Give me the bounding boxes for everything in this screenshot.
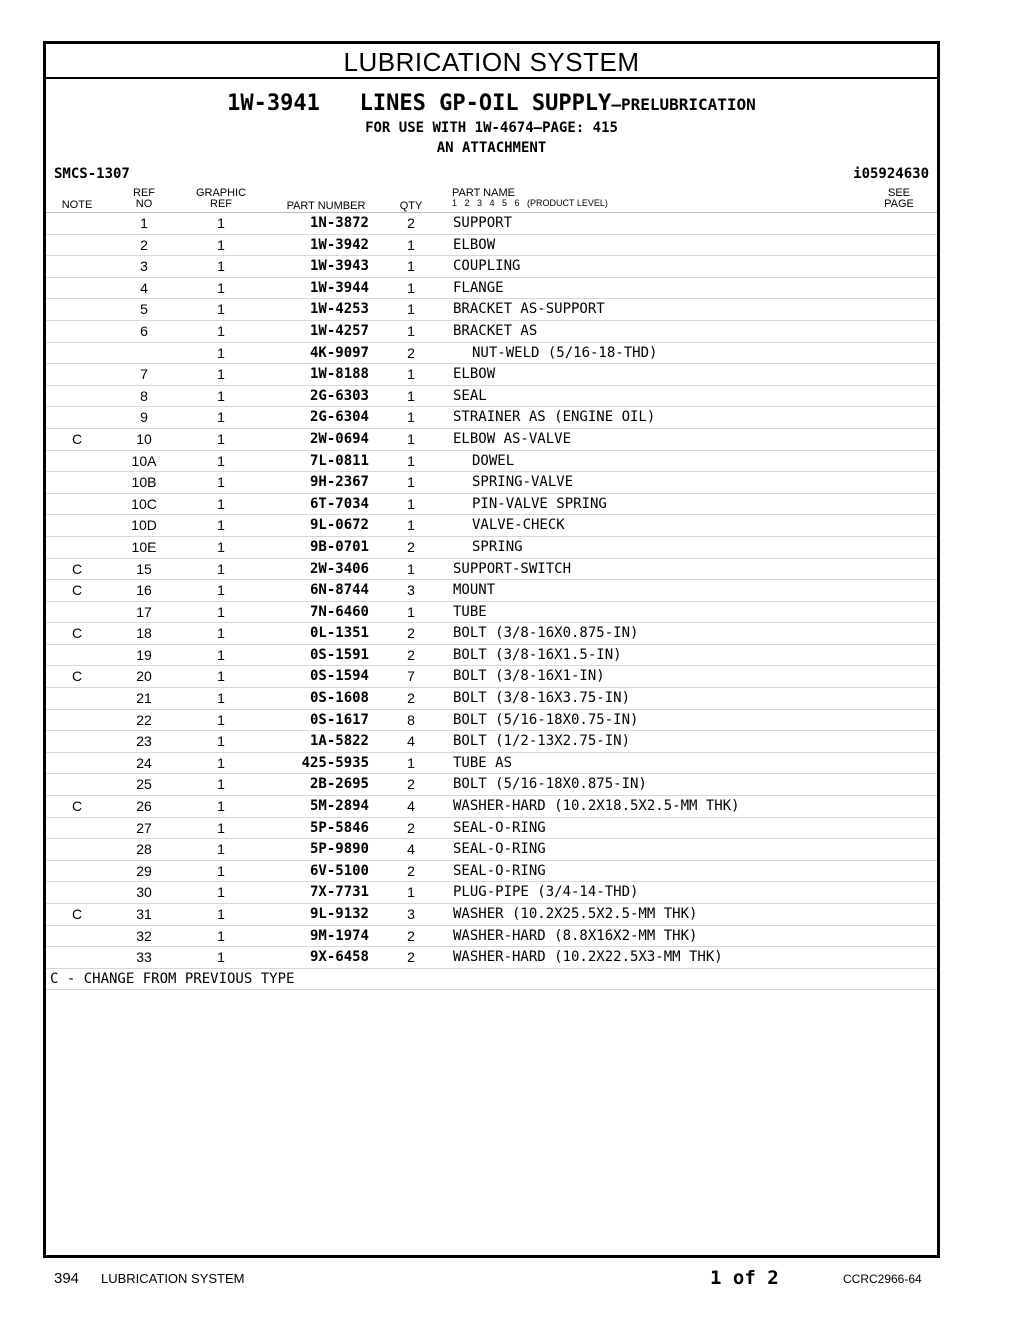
part-number-cell: 1W-8188 — [309, 366, 369, 383]
table-row — [46, 429, 937, 451]
ref-no-cell: 24 — [136, 754, 152, 771]
qty-cell: 1 — [407, 387, 415, 404]
ref-no-cell: 6 — [140, 322, 148, 339]
ref-no-cell: 22 — [136, 711, 152, 728]
ref-no-cell: 25 — [136, 776, 152, 793]
part-name-cell: ELBOW — [453, 236, 496, 253]
ref-no-cell: 17 — [136, 603, 152, 620]
ref-no-cell: 7 — [140, 366, 148, 383]
part-name-cell: BOLT (3/8-16X3.75-IN) — [453, 690, 631, 707]
part-name-cell: MOUNT — [453, 582, 496, 599]
part-number-cell: 0S-1617 — [309, 711, 369, 728]
note-cell: C — [71, 625, 83, 642]
qty-cell: 1 — [407, 603, 415, 620]
ref-no-cell: 29 — [136, 862, 152, 879]
qty-cell: 1 — [407, 495, 415, 512]
graphic-ref-cell: 1 — [217, 711, 225, 728]
part-number-cell: 7L-0811 — [309, 452, 369, 469]
part-name-cell: BOLT (3/8-16X1.5-IN) — [453, 646, 622, 663]
qty-cell: 2 — [407, 819, 415, 836]
part-name-cell: SEAL-O-RING — [453, 841, 546, 858]
qty-cell: 1 — [407, 236, 415, 253]
ref-no-cell: 30 — [136, 884, 152, 901]
part-number-cell: 5P-5846 — [309, 819, 369, 836]
table-row — [46, 343, 937, 365]
part-name-cell: ELBOW AS-VALVE — [453, 430, 572, 447]
part-name-cell: FLANGE — [453, 279, 504, 296]
ref-no-cell: 10D — [131, 517, 157, 534]
graphic-ref-cell: 1 — [217, 387, 225, 404]
graphic-ref-cell: 1 — [217, 279, 225, 296]
part-number-cell: 425-5935 — [301, 754, 369, 771]
table-row — [46, 666, 937, 688]
smcs-bar — [46, 164, 937, 186]
ref-no-cell: 9 — [140, 409, 148, 426]
graphic-ref-cell: 1 — [217, 754, 225, 771]
ref-no-cell: 18 — [136, 625, 152, 642]
col-note: NOTE — [61, 199, 93, 211]
part-number-cell: 7N-6460 — [309, 603, 369, 620]
ref-no-cell: 33 — [136, 949, 152, 966]
footnote: C - CHANGE FROM PREVIOUS TYPE — [46, 969, 937, 990]
qty-cell: 2 — [407, 344, 415, 361]
part-number-cell: 9X-6458 — [309, 949, 369, 966]
graphic-ref-cell: 1 — [217, 582, 225, 599]
part-number-cell: 1W-3943 — [309, 258, 369, 275]
part-number-cell: 6T-7034 — [309, 495, 369, 512]
ref-no-cell: 19 — [136, 646, 152, 663]
col-see-top: SEE — [887, 187, 910, 199]
ref-no-cell: 15 — [136, 560, 152, 577]
table-row — [46, 386, 937, 408]
table-row — [46, 256, 937, 278]
ref-no-cell: 32 — [136, 927, 152, 944]
part-name-cell: SPRING-VALVE — [472, 474, 574, 491]
table-row — [46, 947, 937, 969]
graphic-ref-cell: 1 — [217, 646, 225, 663]
col-see-bottom: PAGE — [884, 198, 914, 210]
ref-no-cell: 20 — [136, 668, 152, 685]
qty-cell: 2 — [407, 776, 415, 793]
table-row — [46, 451, 937, 473]
part-name-cell: WASHER-HARD (8.8X16X2-MM THK) — [453, 927, 698, 944]
col-qty: QTY — [399, 200, 423, 212]
table-row — [46, 580, 937, 602]
part-name-cell: ELBOW — [453, 366, 496, 383]
table-row — [46, 753, 937, 775]
qty-cell: 2 — [407, 646, 415, 663]
footer-section: LUBRICATION SYSTEM — [101, 1271, 245, 1286]
ref-no-cell: 26 — [136, 798, 152, 815]
col-part-name: PART NAME — [452, 187, 515, 199]
note-cell: C — [71, 668, 83, 685]
graphic-ref-cell: 1 — [217, 430, 225, 447]
ref-no-cell: 23 — [136, 733, 152, 750]
table-row — [46, 515, 937, 537]
qty-cell: 2 — [407, 927, 415, 944]
graphic-ref-cell: 1 — [217, 301, 225, 318]
qty-cell: 2 — [407, 949, 415, 966]
table-row — [46, 710, 937, 732]
part-name-cell: BOLT (3/8-16X1-IN) — [453, 668, 605, 685]
col-graphic-top: GRAPHIC — [195, 187, 247, 199]
part-name-cell: SEAL — [453, 387, 487, 404]
part-number-cell: 2G-6303 — [309, 387, 369, 404]
graphic-ref-cell: 1 — [217, 733, 225, 750]
qty-cell: 4 — [407, 733, 415, 750]
graphic-ref-cell: 1 — [217, 409, 225, 426]
table-row — [46, 926, 937, 948]
table-row — [46, 235, 937, 257]
ref-no-cell: 3 — [140, 258, 148, 275]
qty-cell: 4 — [407, 841, 415, 858]
part-name-cell: STRAINER AS (ENGINE OIL) — [453, 409, 656, 426]
graphic-ref-cell: 1 — [217, 927, 225, 944]
qty-cell: 2 — [407, 538, 415, 555]
graphic-ref-cell: 1 — [217, 366, 225, 383]
qty-cell: 2 — [407, 690, 415, 707]
page-footer — [0, 1266, 1020, 1296]
qty-cell: 2 — [407, 625, 415, 642]
part-name-cell: WASHER-HARD (10.2X18.5X2.5-MM THK) — [453, 798, 740, 815]
ref-no-cell: 10C — [131, 495, 157, 512]
col-ref-top: REF — [133, 187, 155, 199]
part-name-cell: VALVE-CHECK — [472, 517, 565, 534]
qty-cell: 3 — [407, 906, 415, 922]
part-number-cell: 6V-5100 — [309, 862, 369, 879]
table-row — [46, 364, 937, 386]
graphic-ref-cell: 1 — [217, 538, 225, 555]
graphic-ref-cell: 1 — [217, 776, 225, 793]
part-name-cell: BRACKET AS-SUPPORT — [453, 301, 605, 318]
part-name-cell: SUPPORT — [453, 215, 513, 231]
graphic-ref-cell: 1 — [217, 258, 225, 275]
qty-cell: 1 — [407, 517, 415, 534]
graphic-ref-cell: 1 — [217, 884, 225, 901]
part-number-cell: 2B-2695 — [309, 776, 369, 793]
part-number-cell: 1N-3872 — [309, 215, 369, 231]
graphic-ref-cell: 1 — [217, 841, 225, 858]
table-row — [46, 796, 937, 818]
qty-cell: 1 — [407, 430, 415, 447]
qty-cell: 7 — [407, 668, 415, 685]
part-number-cell: 1W-3944 — [309, 279, 369, 296]
table-row — [46, 818, 937, 840]
document-code: CCRC2966-64 — [843, 1272, 922, 1286]
note-cell: C — [71, 798, 83, 815]
page-number: 394 — [54, 1270, 80, 1287]
part-name-cell: BOLT (1/2-13X2.75-IN) — [453, 733, 631, 750]
part-number-cell: 5P-9890 — [309, 841, 369, 858]
graphic-ref-cell: 1 — [217, 668, 225, 685]
table-row — [46, 559, 937, 581]
group-number: 1W-3941 — [227, 91, 320, 116]
col-product-level: 1 2 3 4 5 6 (PRODUCT LEVEL) — [452, 198, 608, 208]
group-header — [46, 91, 937, 158]
part-number-cell: 9M-1974 — [309, 927, 369, 944]
graphic-ref-cell: 1 — [217, 862, 225, 879]
part-number-cell: 1W-4257 — [309, 322, 369, 339]
part-number-cell: 1A-5822 — [309, 733, 369, 750]
smcs-code: SMCS-1307 — [54, 166, 130, 182]
part-name-cell: NUT-WELD (5/16-18-THD) — [472, 344, 658, 361]
graphic-ref-cell: 1 — [217, 517, 225, 534]
note-cell: C — [71, 906, 83, 922]
qty-cell: 2 — [407, 215, 415, 231]
table-row — [46, 213, 937, 235]
ref-no-cell: 5 — [140, 301, 148, 318]
part-number-cell: 5M-2894 — [309, 798, 369, 815]
graphic-ref-cell: 1 — [217, 452, 225, 469]
table-row — [46, 774, 937, 796]
part-number-cell: 1W-3942 — [309, 236, 369, 253]
graphic-ref-cell: 1 — [217, 690, 225, 707]
qty-cell: 1 — [407, 366, 415, 383]
part-number-cell: 4K-9097 — [309, 344, 369, 361]
qty-cell: 1 — [407, 322, 415, 339]
page-frame — [43, 41, 940, 1258]
part-name-cell: SPRING — [472, 538, 523, 555]
part-name-cell: BRACKET AS — [453, 322, 538, 339]
table-row — [46, 731, 937, 753]
graphic-ref-cell: 1 — [217, 949, 225, 966]
graphic-ref-cell: 1 — [217, 603, 225, 620]
table-row — [46, 645, 937, 667]
table-row — [46, 688, 937, 710]
group-name-sub: —PRELUBRICATION — [611, 95, 756, 114]
ref-no-cell: 28 — [136, 841, 152, 858]
part-name-cell: COUPLING — [453, 258, 521, 275]
note-cell: C — [71, 582, 83, 599]
part-name-cell: PIN-VALVE SPRING — [472, 495, 607, 512]
graphic-ref-cell: 1 — [217, 906, 225, 922]
qty-cell: 1 — [407, 452, 415, 469]
page-of: 1 of 2 — [710, 1267, 779, 1289]
part-name-cell: WASHER-HARD (10.2X22.5X3-MM THK) — [453, 949, 723, 966]
note-cell: C — [71, 430, 83, 447]
ref-no-cell: 10B — [131, 474, 157, 491]
part-name-cell: TUBE — [453, 603, 487, 620]
parts-table — [46, 213, 937, 969]
qty-cell: 1 — [407, 258, 415, 275]
qty-cell: 1 — [407, 279, 415, 296]
table-row — [46, 882, 937, 904]
qty-cell: 1 — [407, 884, 415, 901]
part-number-cell: 2G-6304 — [309, 409, 369, 426]
ref-no-cell: 10E — [131, 538, 157, 555]
table-row — [46, 472, 937, 494]
qty-cell: 2 — [407, 862, 415, 879]
col-graphic-bottom: REF — [210, 198, 232, 210]
graphic-ref-cell: 1 — [217, 215, 225, 231]
col-part-number: PART NUMBER — [286, 200, 366, 212]
qty-cell: 1 — [407, 560, 415, 577]
table-row — [46, 537, 937, 559]
part-number-cell: 0S-1608 — [309, 690, 369, 707]
part-number-cell: 1W-4253 — [309, 301, 369, 318]
part-number-cell: 2W-3406 — [309, 560, 369, 577]
ref-no-cell: 31 — [136, 906, 152, 922]
table-row — [46, 861, 937, 883]
table-row — [46, 602, 937, 624]
part-number-cell: 0L-1351 — [309, 625, 369, 642]
graphic-ref-cell: 1 — [217, 344, 225, 361]
ref-no-cell: 21 — [136, 690, 152, 707]
group-name: LINES GP-OIL SUPPLY — [359, 91, 612, 116]
graphic-ref-cell: 1 — [217, 625, 225, 642]
part-number-cell: 2W-0694 — [309, 430, 369, 447]
ref-no-cell: 16 — [136, 582, 152, 599]
column-header — [46, 186, 937, 213]
graphic-ref-cell: 1 — [217, 474, 225, 491]
ref-no-cell: 10A — [131, 452, 157, 469]
part-name-cell: SEAL-O-RING — [453, 862, 546, 879]
qty-cell: 1 — [407, 754, 415, 771]
qty-cell: 1 — [407, 409, 415, 426]
note-cell: C — [71, 560, 83, 577]
part-name-cell: SEAL-O-RING — [453, 819, 546, 836]
attachment-line: AN ATTACHMENT — [436, 140, 547, 156]
table-row — [46, 494, 937, 516]
use-with-line: FOR USE WITH 1W-4674—PAGE: 415 — [365, 120, 618, 136]
table-row — [46, 407, 937, 429]
group-title — [46, 91, 937, 118]
system-title: LUBRICATION SYSTEM — [46, 44, 937, 79]
table-row — [46, 839, 937, 861]
qty-cell: 4 — [407, 798, 415, 815]
part-number-cell: 7X-7731 — [309, 884, 369, 901]
part-name-cell: TUBE AS — [453, 754, 513, 771]
graphic-ref-cell: 1 — [217, 495, 225, 512]
qty-cell: 8 — [407, 711, 415, 728]
part-number-cell: 9H-2367 — [309, 474, 369, 491]
part-number-cell: 9B-0701 — [309, 538, 369, 555]
part-number-cell: 0S-1594 — [309, 668, 369, 685]
qty-cell: 1 — [407, 301, 415, 318]
part-number-cell: 0S-1591 — [309, 646, 369, 663]
graphic-ref-cell: 1 — [217, 819, 225, 836]
ref-no-cell: 1 — [140, 215, 148, 231]
graphic-ref-cell: 1 — [217, 322, 225, 339]
graphic-ref-cell: 1 — [217, 798, 225, 815]
table-row — [46, 623, 937, 645]
table-row — [46, 321, 937, 343]
part-name-cell: BOLT (5/16-18X0.875-IN) — [453, 776, 647, 793]
graphic-ref-cell: 1 — [217, 236, 225, 253]
part-name-cell: DOWEL — [472, 452, 515, 469]
table-row — [46, 904, 937, 926]
ref-no-cell: 10 — [136, 430, 152, 447]
ref-no-cell: 27 — [136, 819, 152, 836]
qty-cell: 1 — [407, 474, 415, 491]
part-number-cell: 9L-9132 — [309, 906, 369, 922]
ref-no-cell: 2 — [140, 236, 148, 253]
part-name-cell: SUPPORT-SWITCH — [453, 560, 572, 577]
part-number-cell: 9L-0672 — [309, 517, 369, 534]
part-number-cell: 6N-8744 — [309, 582, 369, 599]
table-row — [46, 278, 937, 300]
ref-no-cell: 8 — [140, 387, 148, 404]
col-ref-bottom: NO — [135, 198, 153, 210]
part-name-cell: WASHER (10.2X25.5X2.5-MM THK) — [453, 906, 698, 922]
qty-cell: 3 — [407, 582, 415, 599]
ref-no-cell: 4 — [140, 279, 148, 296]
table-row — [46, 299, 937, 321]
part-name-cell: BOLT (5/16-18X0.75-IN) — [453, 711, 639, 728]
graphic-ref-cell: 1 — [217, 560, 225, 577]
part-name-cell: PLUG-PIPE (3/4-14-THD) — [453, 884, 639, 901]
illustration-id: i05924630 — [853, 166, 929, 182]
part-name-cell: BOLT (3/8-16X0.875-IN) — [453, 625, 639, 642]
